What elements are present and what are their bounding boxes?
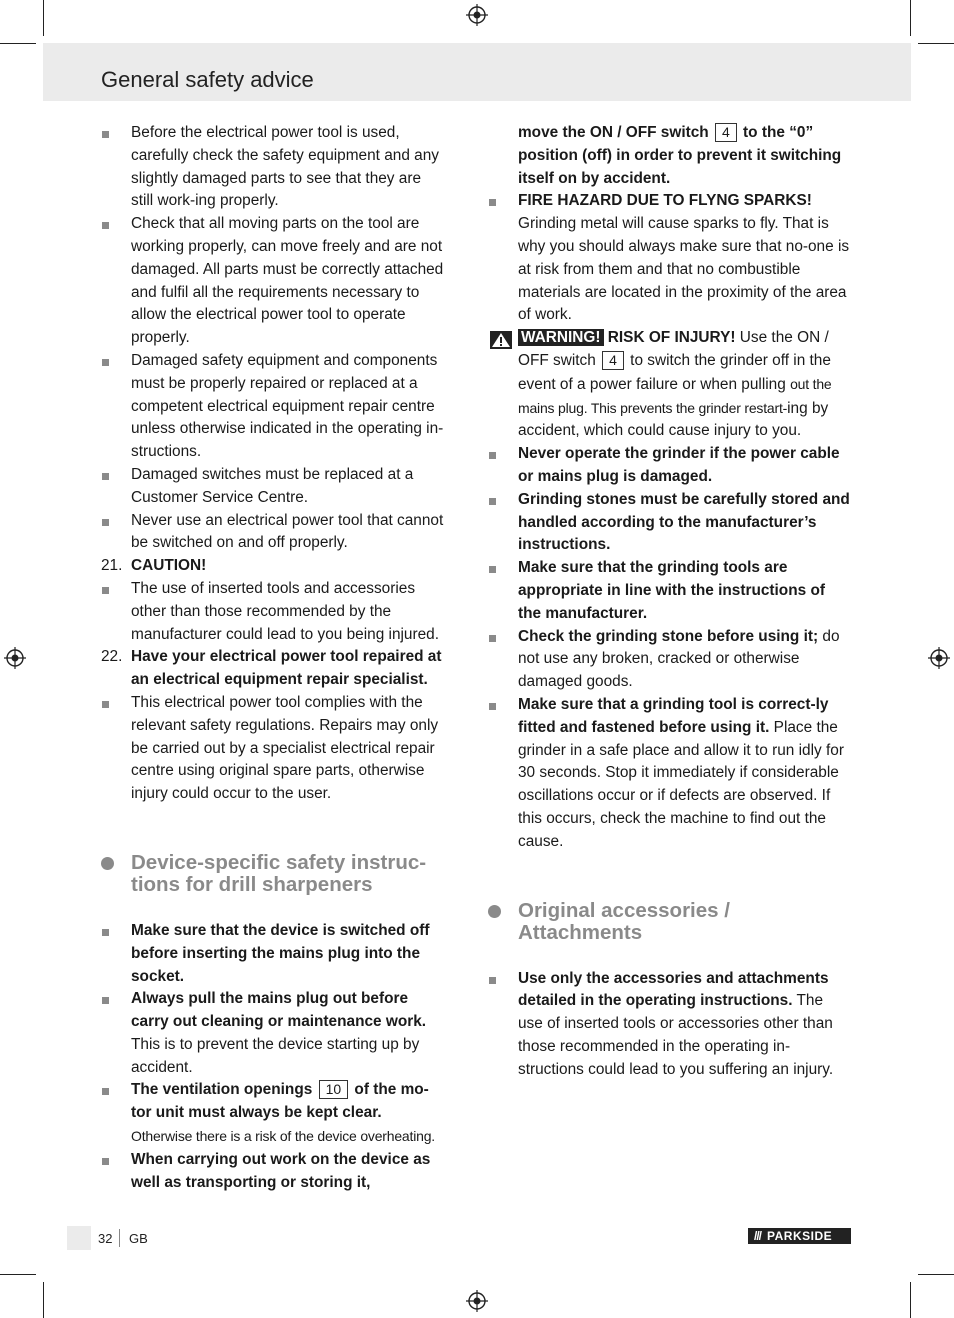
right-column	[488, 122, 852, 1081]
list-item: Grinding stones must be carefully stored and handled according to the manufacturer’s instructions.	[488, 489, 852, 557]
square-bullet-icon	[102, 222, 109, 229]
square-bullet-icon	[102, 473, 109, 480]
continued-text: move the ON / OFF switch 4 to the “0” position (off) in order to prevent it switching itself on by accident.	[518, 124, 842, 187]
registration-mark-icon	[466, 1290, 488, 1312]
square-bullet-icon	[489, 566, 496, 573]
section-heading: Device-specific safety instruc-tions for drill sharpeners	[101, 852, 446, 896]
numbered-heading: 21. CAUTION!	[101, 557, 207, 575]
crop-mark	[918, 1274, 954, 1275]
footer-divider	[119, 1229, 120, 1247]
numbered-heading: 22. Have your electrical power tool repaired at an electrical equipment repair specialist.	[101, 648, 442, 689]
crop-mark	[43, 1282, 44, 1318]
square-bullet-icon	[102, 997, 109, 1004]
square-bullet-icon	[102, 1088, 109, 1095]
page-number: 32	[98, 1231, 113, 1246]
square-bullet-icon	[102, 131, 109, 138]
list-item: FIRE HAZARD DUE TO FLYNG SPARKS! Grinding metal will cause sparks to fly. That is why you should always make sure that no-one is at risk from them and that no combustible materials are located in the proximity of the area of work.	[488, 190, 852, 327]
list-item: Never use an electrical power tool that cannot be switched on and off properly.	[101, 510, 446, 556]
page-header	[43, 43, 911, 101]
circle-bullet-icon	[101, 857, 114, 870]
crop-mark	[910, 1282, 911, 1318]
warning-triangle-icon	[490, 331, 512, 349]
crop-mark	[0, 43, 36, 44]
square-bullet-icon	[102, 519, 109, 526]
list-item: Damaged safety equipment and components must be properly repaired or replaced at a competent electrical equipment repair centre unless otherwise indicated in the operating in-structions.	[101, 350, 446, 464]
part-number-box: 10	[319, 1080, 349, 1099]
crop-mark	[918, 43, 954, 44]
list-item: Make sure that the device is switched off before inserting the mains plug into the socket.	[101, 920, 446, 988]
list-item: The use of inserted tools and accessories other than those recommended by the manufacturer could lead to you being injured.	[101, 578, 446, 646]
list-item: Before the electrical power tool is used, carefully check the safety equipment and any slightly damaged parts to see that they are still work-ing properly.	[101, 122, 446, 213]
list-item: Make sure that the grinding tools are appropriate in line with the instructions of the manufacturer.	[488, 557, 852, 625]
square-bullet-icon	[102, 701, 109, 708]
footer-marker	[67, 1226, 91, 1250]
part-number-box: 4	[715, 123, 737, 142]
part-number-box: 4	[602, 351, 624, 370]
crop-mark	[43, 0, 44, 36]
crop-mark	[910, 0, 911, 36]
square-bullet-icon	[102, 587, 109, 594]
warning-notice: WARNING! RISK OF INJURY! Use the ON / OFF switch 4 to switch the grinder off in the event of a power failure or when pulling out the mains plug. This prevents the grinder restart-ing by accident, which could cause injury to you.	[488, 327, 852, 443]
list-item: Never operate the grinder if the power cable or mains plug is damaged.	[488, 443, 852, 489]
square-bullet-icon	[489, 703, 496, 710]
section-heading: Original accessories / Attachments	[488, 900, 852, 944]
list-item: Make sure that a grinding tool is correct-ly fitted and fastened before using it. Place the grinder in a safe place and allow it to run idly for 30 seconds. Stop it immediately if considerable oscillations occur or if defects are observed. If this occurs, check the machine to find out the cause.	[488, 694, 852, 854]
list-item: Always pull the mains plug out before carry out cleaning or maintenance work. This is to prevent the device starting up by accident.	[101, 988, 446, 1079]
circle-bullet-icon	[488, 905, 501, 918]
logo-stripes-icon: ///	[754, 1229, 762, 1243]
square-bullet-icon	[102, 929, 109, 936]
list-item: Check the grinding stone before using it; do not use any broken, cracked or otherwise damaged goods.	[488, 626, 852, 694]
list-item: When carrying out work on the device as well as transporting or storing it,	[101, 1149, 446, 1195]
registration-mark-icon	[4, 647, 26, 669]
page-title: General safety advice	[101, 67, 314, 92]
square-bullet-icon	[489, 199, 496, 206]
language-code: GB	[129, 1231, 148, 1246]
list-item: The ventilation openings 10 of the mo-tor unit must always be kept clear. Otherwise there is a risk of the device overheating.	[101, 1079, 446, 1148]
square-bullet-icon	[489, 452, 496, 459]
warning-label: WARNING!	[518, 329, 604, 346]
parkside-logo: /// PARKSIDE	[748, 1228, 851, 1244]
left-column	[101, 122, 446, 1194]
square-bullet-icon	[489, 635, 496, 642]
list-item: Use only the accessories and attachments detailed in the operating instructions. The use of inserted tools or accessories other than those recommended in the operating in-structions could lead to you suffering an injury.	[488, 968, 852, 1082]
crop-mark	[0, 1274, 36, 1275]
registration-mark-icon	[928, 647, 950, 669]
square-bullet-icon	[102, 359, 109, 366]
registration-mark-icon	[466, 4, 488, 26]
list-item: Damaged switches must be replaced at a Customer Service Centre.	[101, 464, 446, 510]
list-item: This electrical power tool complies with the relevant safety regulations. Repairs may only be carried out by a specialist electrical repair centre using original spare parts, otherwise injury could occur to the user.	[101, 692, 446, 806]
square-bullet-icon	[102, 1158, 109, 1165]
square-bullet-icon	[489, 498, 496, 505]
list-item: Check that all moving parts on the tool are working properly, can move freely and are not damaged. All parts must be correctly attached and fulfil all the requirements necessary to allow the electrical power tool to operate properly.	[101, 213, 446, 350]
square-bullet-icon	[489, 977, 496, 984]
